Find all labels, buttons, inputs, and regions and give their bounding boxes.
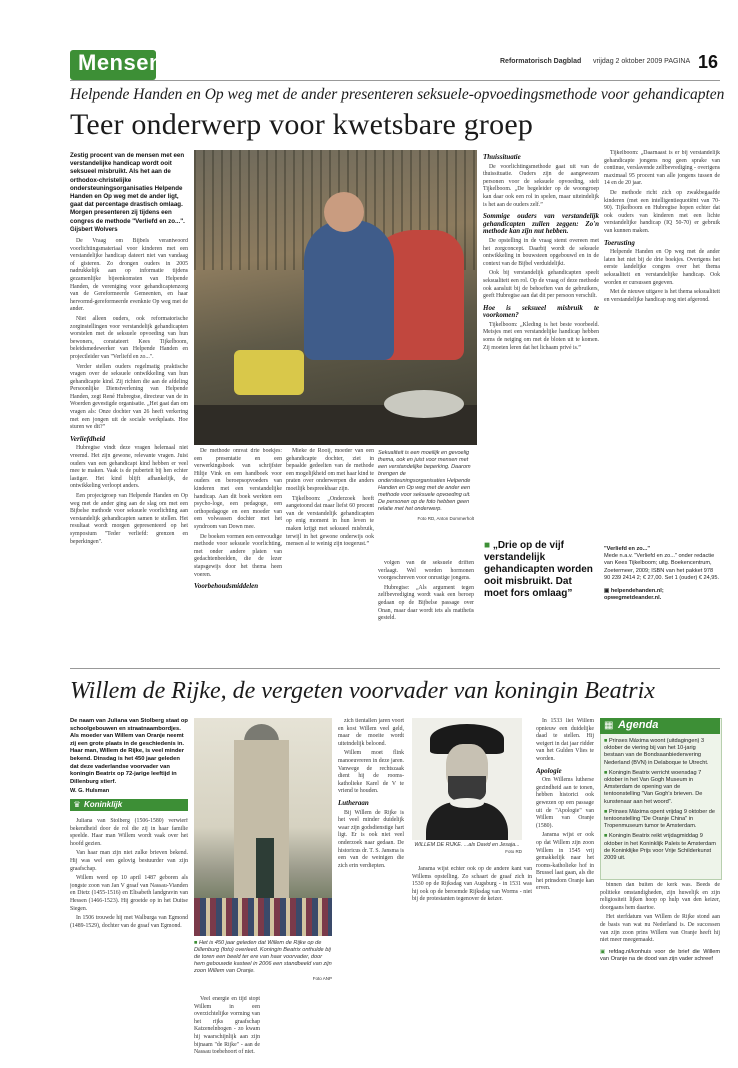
agenda-item: ■ Koningin Beatrix reikt vrijdagmiddag 9 oktober in het Koninklijk Paleis te Amsterdam de Koninklijke Prijs voor Vrije Schilderkunst 2009 uit. bbox=[604, 833, 716, 862]
paragraph: De Vraag om Bijbels verantwoord voorlichtingsmateriaal voor kinderen met een verstandelijke handicap dateert niet van vandaag of gisteren. Zo drongen ouders in 2005 nadrukkelijk aan op informatie tijdens gezamenlijke bijeenkomsten van Helpende Handen, de vereniging voor gehandicaptenzorg van de Gereformeerde Gemeenten, en haar hervormd-gereformeerde evenknie Op weg met de ander. bbox=[70, 238, 188, 313]
article1-photo-caption bbox=[378, 450, 474, 522]
subheading: Voorbehoudsmiddelen bbox=[194, 582, 259, 591]
article2-column-1 bbox=[70, 818, 188, 1058]
paragraph: zich tientallen jaren voort en kost Willem veel geld, maar de moeite wordt uiteindelijk beloond. bbox=[338, 718, 404, 747]
paragraph: In 1533 liet Willem opnieuw een duidelijke daad te stellen. Hij weigert in dat jaar ridder van het Gulden Vlies te worden. bbox=[536, 718, 594, 762]
article2-photo bbox=[194, 718, 332, 936]
article2-column-4 bbox=[412, 866, 532, 1058]
agenda-item: ■ Koningin Beatrix verricht woensdag 7 oktober in het Van Gogh Museum in Amsterdam de opening van de tentoonstelling "Van Gogh's brieven. De kunstenaar aan het woord". bbox=[604, 769, 703, 805]
paragraph: Niet alleen ouders, ook reformatorische zorginstellingen voor verstandelijk gehandicapten worstelen met de seksuele opvoeding van hun bewoners, constateert Kees Tijkelboom, beleidsmedewerker van Helpende Handen en projectleider van "Verliefd en zo...". bbox=[70, 315, 188, 360]
photo-head bbox=[324, 192, 364, 232]
paper-name: Reformatorisch Dagblad bbox=[500, 58, 582, 65]
article1-column-1 bbox=[70, 238, 188, 664]
paragraph: Ook bij verstandelijk gehandicapten speelt seksualiteit een rol. Op de vraag of deze methode ook aansluit bij de behoeften van de gebruikers, geeft Hubregtse aan dat dit per persoon verschilt. bbox=[483, 270, 599, 300]
paragraph: Willem moet flink manoeuvreren in deze jaren. Vanwege de rechtszaak dient hij de rooms-katholieke Karel de V te vriend te houden. bbox=[338, 750, 404, 795]
bullet-icon: ■ bbox=[604, 738, 609, 744]
article2-column-2b bbox=[265, 996, 331, 1058]
paragraph: De opstelling in de vraag stemt overeen met het zorgconcept. Daarbij wordt de seksuele ontwikkeling in bouwsteen opgebouwd en in de context van de Bijbel verduidelijkt. bbox=[483, 237, 599, 267]
quote-marker: ■ bbox=[484, 540, 493, 551]
article1-column-2 bbox=[194, 448, 282, 664]
article1-headline: Teer onderwerp voor kwetsbare groep bbox=[70, 108, 534, 141]
date-line: vrijdag 2 oktober 2009 PAGINA bbox=[592, 58, 691, 65]
photo-crowd bbox=[194, 898, 332, 936]
link-icon: ▣ bbox=[604, 588, 611, 595]
caption-text: WILLEM DE RIJKE. ...als David en Jesaja... bbox=[414, 842, 520, 848]
paragraph: Jansma wijst er ook op dat Willem zijn zoon Willem in 1545 vrij gemakkelijk naar het rooms-katholieke hof in Brussel laat gaan, als die het prinsdom Oranje kan erven. bbox=[536, 832, 594, 892]
paragraph: Met de nieuwe uitgave is het thema seksualiteit en verstandelijke handicap nog niet afgerond. bbox=[604, 289, 720, 303]
paragraph: Helpende Handen en Op weg met de ander laten het niet bij de drie boekjes. Overigens het eerste landelijke congres over het thema seksualiteit en verstandelijke handicap. Ook worden er cursussen gegeven. bbox=[604, 249, 720, 286]
paragraph: Mieke de Rooij, moeder van een gehandicapte dochter, ziet in bepaalde gedeelten van de methode een mogelijkheid om met haar kind te praten over onderwerpen die anders moeilijk bespreekbaar zijn. bbox=[286, 448, 374, 492]
bullet-icon: ■ bbox=[604, 769, 609, 776]
paragraph: Om Willems lutherse gezindheid aan te tonen, hebben historici ook gewezen op een passage uit de "Apologie" van Willem van Oranje (1580). bbox=[536, 777, 594, 829]
paragraph: Het sterfdatum van Willem de Rijke stond aan de basis van wat nu Nederland is. De successen van zijn zoon prins Willem van Oranje heeft hij niet meer meegemaakt. bbox=[600, 914, 720, 944]
paragraph: Hubregtse: „Als argument tegen zelfbevrediging wordt vaak een beroep gedaan op de Bijbelse passage over Onan, maar daar wordt iets als mattheüs gesteld. bbox=[378, 584, 474, 622]
subheading: Thuissituatie bbox=[483, 153, 521, 161]
paragraph: In 1506 trouwde hij met Walburga van Egmond (1489-1529), dochter van de graaf van Egmond. bbox=[70, 915, 188, 929]
article-divider bbox=[70, 668, 720, 669]
article2-intro: De naam van Juliana van Stolberg staat op schoolgebouwen en straatnaambordjes. Als moeder van Willem van Oranje neemt zij een grote plaats in de geschiedenis in. Haar man, Willem de Rijke, is veel minder bekend. Dinsdag is het 450 jaar geleden dat deze vaderlandse voorvader van koningin Beatrix op 72-jarige leeftijd in Dillenburg stierf. bbox=[70, 718, 188, 785]
crown-icon: ♛ bbox=[73, 800, 81, 809]
paragraph: De voorlichtingsmethode gaat uit van de thuissituatie. Ouders zijn de aangewezen personen voor de seksuele opvoeding, stelt Tijkelboom. „De begeleider op de woongroep kan daar ook een rol in spelen, maar uiteindelijk is het aan de ouders zelf.” bbox=[483, 163, 599, 208]
paragraph: De methode richt zich op zwakbegaafde kinderen (met een intelligentiequotiënt van 70-90). Tijkelboom en Hubregtse hopen echter dat ook ouders van kinderen met een lichte verstandelijke handicap (IQ 50-70) er gebruik van kunnen maken. bbox=[604, 189, 720, 234]
web-link[interactable]: ▣ refdag.nl/konhuis voor de brief die Willem van Oranje na de dood van zijn vader schreef bbox=[600, 948, 720, 962]
photo-bowl bbox=[384, 390, 464, 418]
paragraph: Veel energie en tijd stopt Willem in een overzichtelijke vorming van het rijks graafschap Katzenelnbogen - zo kwam hij waarschijnlijk aan zijn bijnaam "de Rijke" - aan de Nassau toebehoort of niet. bbox=[194, 996, 260, 1056]
article2-byline: W. G. Hulsman bbox=[70, 788, 110, 794]
agenda-list bbox=[604, 738, 717, 865]
article1-photo bbox=[194, 150, 477, 445]
portrait-collar bbox=[450, 798, 484, 808]
pull-quote bbox=[484, 540, 598, 600]
bullet-icon: ■ bbox=[604, 808, 609, 815]
paragraph: Tijkelboom: „Daarnaast is er bij verstandelijk gehandicapte jongens nog geen sprake van continue, verslavende zelfbevrediging - overigens maximaal 95 procent van alle jongens tussen de 14 en de 20 jaar. bbox=[604, 150, 720, 187]
caption-text: Sekualiteit is een moeilijk en gevoelig thema, ook en juist voor mensen met een verstandelijke beperking. Daarom brengen de ondersteuningsorganisaties Helpende Handen en Op weg met de ander een methode voor seksuele opvoeding uit. De personen op de foto hebben geen relatie met het onderwerp. bbox=[378, 450, 471, 512]
section-title: Mensen bbox=[78, 50, 163, 75]
article2-photo-caption bbox=[194, 940, 332, 982]
calendar-icon: ▦ bbox=[604, 720, 614, 731]
bullet-icon: ■ bbox=[604, 833, 609, 840]
article1-column-4c bbox=[378, 560, 474, 664]
article1-column-6 bbox=[604, 150, 720, 537]
paragraph: Bij Willem de Rijke is het veel minder duidelijk waar zijn godsdienstige hart ligt. Er is ook niet veel onderzoek naar gedaan. De historicus dr. T. S. Jansma is een van de weinigen die zich erin verdiepten. bbox=[338, 809, 404, 869]
article1-intro: Zestig procent van de mensen met een verstandelijke handicap wordt ooit seksueel misbruikt. Als het aan de orthodox-christelijke ondersteuningsorganisaties Helpende Handen en Op weg met de ander ligt, gaat dat percentage drastisch omlaag. Morgen presenteren zij tijdens een congres de methode "Verliefd en zo...". bbox=[70, 152, 185, 225]
paragraph: Verder stellen ouders regelmatig praktische vragen over de seksuele ontwikkeling van hun gehandicapte kind. Zij richten die aan de afdeling Persoonlijke Dienstverlening van Helpende Handen, zegt René Hubregtse, directeur van de in Woerden gevestigde organisatie. „Het gaat dan om vragen als: Onze dochter van 26 heeft verkering met een jongen uit de sociale werkplaats. Hoe sturen we dit?” bbox=[70, 363, 188, 431]
portrait-caption bbox=[412, 842, 522, 856]
caption-source: Foto RD bbox=[505, 848, 522, 854]
paragraph: Juliana van Stolberg (1506-1580) verwierf bekendheid door de rol die zij in haar familie speelde. Haar man Willem wordt vaak over het hoofd gezien. bbox=[70, 818, 188, 847]
subheading: Hoe is seksueel misbruik te voorkomen? bbox=[483, 303, 599, 320]
caption-source: Foto ANP bbox=[312, 976, 332, 981]
book-title: "Verliefd en zo..." bbox=[604, 546, 651, 552]
paragraph: Een projectgroep van Helpende Handen en Op weg met de ander ging aan de slag om met een Bijbelse methode voor seksuele voorlichting aan verstandelijk gehandicapten samen te stellen. Het resultaat wordt morgen gepresenteerd op het symposium "Teder verliefd: grenzen en beperkingen". bbox=[70, 493, 188, 545]
article2-headline: Willem de Rijke, de vergeten voorvader van koningin Beatrix bbox=[70, 678, 655, 704]
article1-column-3 bbox=[286, 448, 374, 664]
header-rule bbox=[70, 80, 720, 81]
caption-source: Foto RD, Anton Dommerholt bbox=[417, 516, 474, 521]
photo-statue bbox=[256, 838, 274, 898]
article1-byline: Gijsbert Wolvers bbox=[70, 227, 118, 233]
article1-kicker: Helpende Handen en Op weg met de ander presenteren seksuele-opvoedingsmethode voor gehandicapten bbox=[70, 86, 725, 103]
caption-marker: ■ bbox=[194, 940, 199, 946]
book-info bbox=[604, 546, 720, 602]
photo-bucket bbox=[234, 350, 304, 395]
paragraph: volgen van de seksuele driften verlaagt. Wel worden hormonen voorgeschreven voor onrustige jongens. bbox=[378, 560, 474, 582]
paragraph: Jansma wijst echter ook op de andere kant van Willems opstelling. Zo schaart de graaf zich in 1530 op de Rijksdag van Augsburg - in 1531 was hij ook op de beroemde Rijksdag van Worms - niet bij de protestanten tegenover de keizer. bbox=[412, 866, 532, 903]
quote-text: „Drie op de vijf verstandelijk gehandicapten worden ooit misbruikt. Dat moet fors omlaag” bbox=[484, 540, 593, 599]
link-icon: ▣ bbox=[600, 948, 609, 955]
subheading: Apologie bbox=[536, 766, 562, 775]
paragraph: De methode omvat drie boekjes: een presentatie en een verwerkingsboek van schrijfster Hiltje Vink en een handboek voor ouders en beroepsopvoeders van kinderen met een verstandelijke handicap. Aan dit boek werkten een psycho-loge, een pedagoge, een orthopedagoge en een moeder van een volwassen dochter met het syndroom van Down mee. bbox=[194, 448, 282, 530]
book-details: Mede n.a.v. "Verliefd en zo..." onder redactie van Kees Tijkelboom; uitg. Boekencentrum, Zoetermeer, 2009; ISBN van het pakket 978 90 239 2414 2; € 27,00. Set 1 (ouder) € 24,95. bbox=[604, 553, 720, 581]
paragraph: Willem werd op 10 april 1487 geboren als jongste zoon van Jan V graaf van Nassau-Vianden en Dietz (1455-1516) en Elisabeth landgravin van Hessen (1466-1523). Hij groeide op in het Duitse Siegen. bbox=[70, 875, 188, 912]
subheading: Verliefdheid bbox=[70, 434, 105, 443]
subheading: Lutheraan bbox=[338, 798, 369, 807]
paragraph: Tijkelboom: „Onderzoek heeft aangetoond dat maar liefst 60 procent van de verstandelijk gehandicapten op enig moment in hun leven te maken krijgt met seksueel misbruik, terwijl in het gewone onderwijs ook mensen al te weinig zijn toegerust.” bbox=[286, 495, 374, 548]
photo-person bbox=[304, 220, 394, 360]
paragraph: Hubregtse vindt deze vragen helemaal niet vreemd. Het zijn gewone, relevante vragen. Juist ouders van een gehandicapt kind hebben er veel mee te maken. Vaak is de puberteit bij hen echter lastiger. Het kind blijft afhankelijk, de ontwikkeling verloopt anders. bbox=[70, 445, 188, 490]
paragraph: Van haar man zijn niet zulke brieven bekend. Hij was wel een gelovig bestuurder van zijn graafschap. bbox=[70, 850, 188, 872]
agenda-item: ■ Prinses Máxima opent vrijdag 9 oktober de tentoonstelling "De Oranje China" in Tropenmuseum tumor te Amsterdam. bbox=[604, 808, 715, 830]
subheading: Sommige ouders van verstandelijk gehandicapten zullen zeggen: Zo'n methode kan zijn nut hebben. bbox=[483, 212, 599, 236]
article2-column-6 bbox=[600, 882, 720, 1058]
koninklijk-label: Koninklijk bbox=[84, 800, 123, 809]
article2-column-5 bbox=[536, 718, 594, 1058]
paragraph: De boeken vormen een eenvoudige methode voor seksuele voorlichting, met onder andere platen van gedachtenbeelden, die de lezer stapsgewijs door het thema heen voeren. bbox=[194, 533, 282, 578]
article2-column-3 bbox=[338, 718, 404, 1058]
subheading: Toerusting bbox=[604, 238, 635, 247]
caption-text: Het is 450 jaar geleden dat Willem de Rijke op de Dillenburg (foto) overleed. Koningin Beatrix onthulde bij de toren een beeld ter ere van haar voorvader, door hem gebouwde kasteel in 2006 een standbeeld van zijn zoon Willem van Oranje. bbox=[194, 940, 332, 974]
paragraph: binnen dan buiten de kerk was. Beeds de politieke omstandigheden, zijn huwelijk en zijn religiositeit lijken hoop op hulp van den keizer, doorgaans hem daartoe. bbox=[600, 882, 720, 911]
portrait-image bbox=[412, 718, 522, 840]
page-number: 16 bbox=[698, 52, 719, 72]
masthead bbox=[500, 58, 690, 65]
agenda-title: Agenda bbox=[618, 719, 659, 731]
agenda-item: ■ Prinses Máxima woont (uitdagingen) 3 oktober de viering bij van het 10-jarig bestaan van de Bondsaanbiedenvering Nederland (BVN) in Delaboque te Utrecht. bbox=[604, 738, 709, 766]
book-links: ▣ helpendehanden.nl; opwegmetdeander.nl. bbox=[604, 588, 664, 602]
paragraph: Tijkelboom: „Kleding is het beste voorbeeld. Meisjes met een verstandelijke handicap hebben soms de neiging om met de bloten uit te komen. Zij moeten leren dat het lichaam privé is.” bbox=[483, 321, 599, 351]
article2-column-2 bbox=[194, 996, 260, 1058]
